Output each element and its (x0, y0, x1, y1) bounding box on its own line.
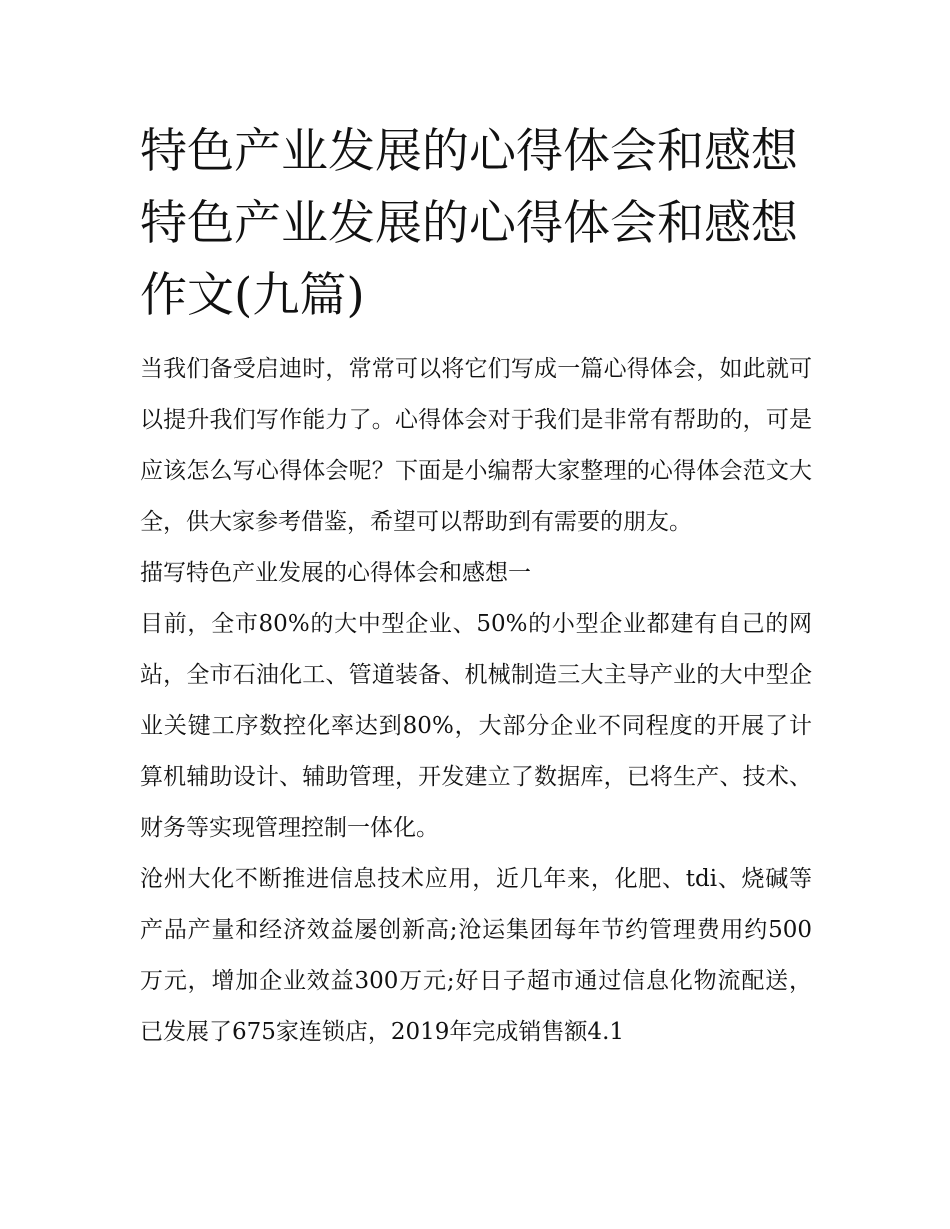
document-title: 特色产业发展的心得体会和感想 特色产业发展的心得体会和感想作文(九篇) (140, 124, 798, 323)
section-heading: 描写特色产业发展的心得体会和感想一 (140, 560, 531, 586)
document-body (140, 116, 812, 1058)
body-paragraph-1: 目前，全市80%的大中型企业、50%的小型企业都建有自己的网站，全市石油化工、管道装备、机械制造三大主导产业的大中型企业关键工序数控化率达到80%，大部分企业不同程度的开展了计算机辅助设计、辅助管理，开发建立了数据库，已将生产、技术、财务等实现管理控制一体化。 (140, 611, 812, 841)
body-paragraph-2: 沧州大化不断推进信息技术应用，近几年来，化肥、tdi、烧碱等产品产量和经济效益屡创新高;沧运集团每年节约管理费用约500万元，增加企业效益300万元;好日子超市通过信息化物流配送，已发展了675家连锁店，2019年完成销售额4.1 (140, 866, 812, 1045)
intro-paragraph: 当我们备受启迪时，常常可以将它们写成一篇心得体会，如此就可以提升我们写作能力了。心得体会对于我们是非常有帮助的，可是应该怎么写心得体会呢？下面是小编帮大家整理的心得体会范文大全，供大家参考借鉴，希望可以帮助到有需要的朋友。 (140, 356, 812, 535)
